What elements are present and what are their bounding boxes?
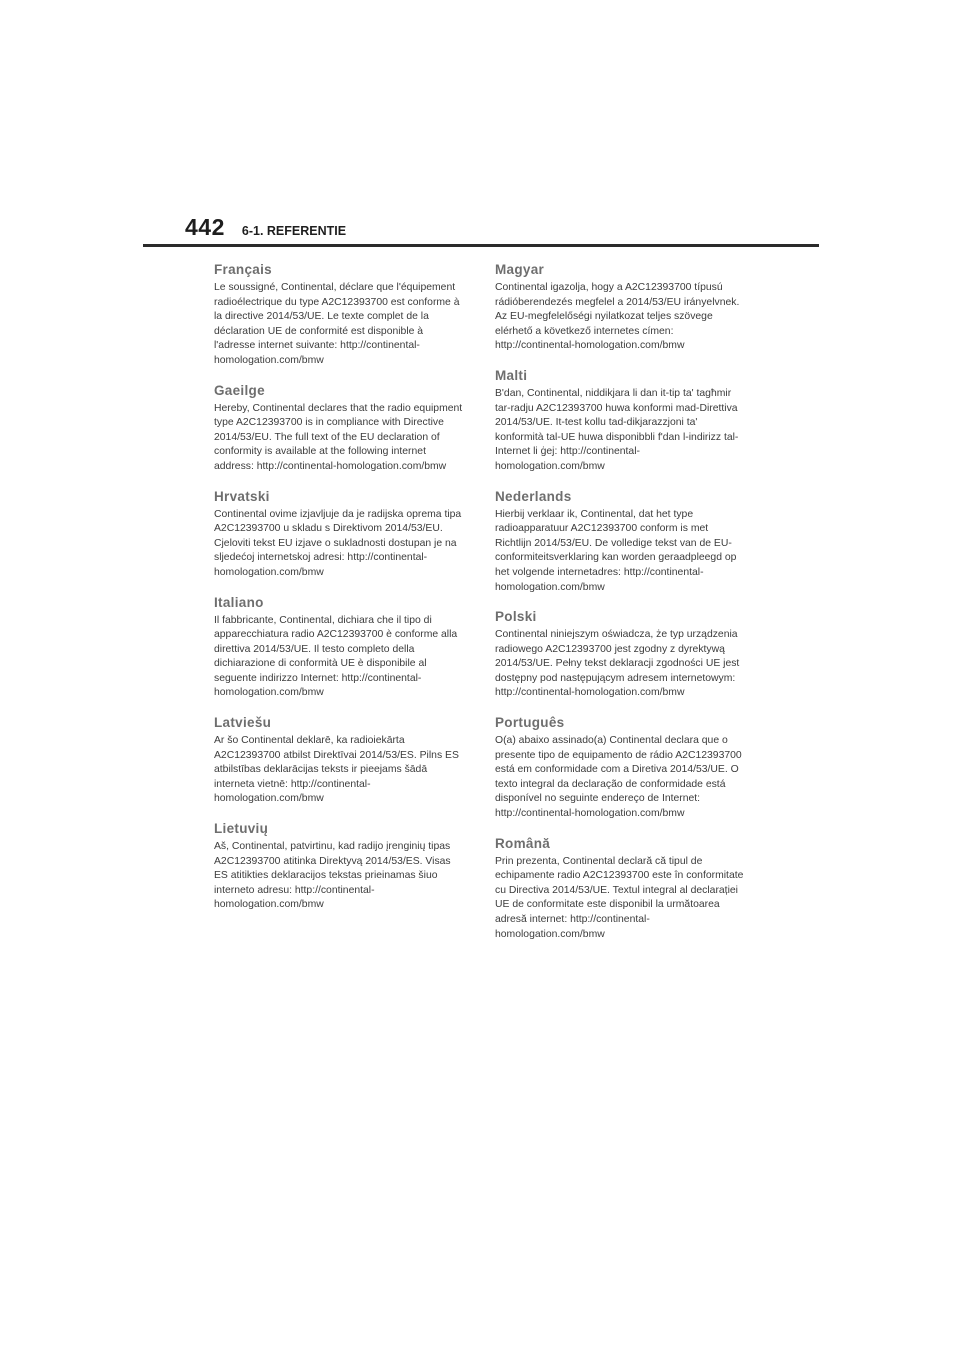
section-heading: Nederlands [495,488,572,504]
section-heading: Hrvatski [214,488,270,504]
section-body: Il fabbricante, Continental, dichiara che il tipo di apparecchiatura radio A2C12393700 è conforme alla direttiva 2014/53/UE. Il testo completo della dichiarazione di conformità UE è disponibile al seguente indirizzo Internet: http://continental-homologation.com/bmw [214,614,458,699]
chapter-title: 6-1. REFERENTIE [241,224,347,238]
language-section-magyar [495,262,745,354]
language-section-portugues [495,715,745,822]
language-section-italiano [214,595,464,702]
left-column [214,262,464,927]
section-heading: Magyar [495,262,545,277]
section-body: B'dan, Continental, niddikjara li dan it-tip ta' tagħmir tar-radju A2C12393700 huwa konformi mad-Direttiva 2014/53/UE. It-test kollu tad-dikjarazzjoni ta' konformità tal-UE huwa disponibbli f'dan l-indirizz tal-Internet li ġej: http://continental-homologation.com/bmw [495,387,739,472]
language-section-hrvatski [214,489,464,581]
section-heading: Lietuvių [214,821,269,837]
section-heading: Malti [495,367,528,383]
language-section-francais [214,262,464,369]
language-section-lietuviu [214,821,464,913]
section-heading: Polski [495,609,537,625]
section-body: Prin prezenta, Continental declară că tipul de echipamente radio A2C12393700 este în conformitate cu Directiva 2014/53/UE. Textul integral al declarației UE de conformitate este disponibil la următoarea adresă internet: http://continental-homologation.com/bmw [495,855,744,940]
section-heading: Português [495,715,565,731]
section-body: Continental igazolja, hogy a A2C12393700 típusú rádióberendezés megfelel a 2014/53/EU irányelvnek. Az EU-megfelelőségi nyilatkozat teljes szövege elérhető a következő internetes címen: http://continental-homologation.com/bmw [495,282,740,352]
language-section-malti [495,368,745,475]
page-number: 442 [185,214,225,240]
section-heading: Italiano [214,594,264,610]
section-body: Hereby, Continental declares that the radio equipment type A2C12393700 is in compliance with Directive 2014/53/EU. The full text of the EU declaration of conformity is available at the following internet address: http://continental-homologation.com/bmw [214,402,463,472]
section-body: Hierbij verklaar ik, Continental, dat het type radioapparatuur A2C12393700 conform is met Richtlijn 2014/53/EU. De volledige tekst van de EU-conformiteitsverklaring kan worden geraadpleegd op het volgende internetadres: http://continental-homologation.com/bmw [495,508,737,593]
section-body: O(a) abaixo assinado(a) Continental declara que o presente tipo de equipamento de rádio A2C12393700 está em conformidade com a Diretiva 2014/53/UE. O texto integral da declaração de conformidade está disponível no seguinte endereço de Internet: http://continental-homologation.com/bmw [495,735,742,820]
section-body: Aš, Continental, patvirtinu, kad radijo įrenginių tipas A2C12393700 atitinka Direktyvą 2014/53/ES. Visas ES atitikties deklaracijos tekstas prieinamas šiuo interneto adresu: http://continental-homologation.com/bmw [214,841,451,911]
language-section-nederlands [495,489,745,596]
language-section-polski [495,609,745,701]
language-section-latviesu [214,715,464,807]
section-heading: Gaeilge [214,382,265,398]
section-body: Continental ovime izjavljuje da je radijska oprema tipa A2C12393700 u skladu s Direktivom 2014/53/EU. Cjeloviti tekst EU izjave o sukladnosti dostupan je na sljedećoj internetskoj adresi: http://continental-homologation.com/bmw [214,508,462,578]
section-heading: Français [214,262,272,277]
section-body: Continental niniejszym oświadcza, że typ urządzenia radiowego A2C12393700 jest zgodny z dyrektywą 2014/53/UE. Pełny tekst deklaracji zgodności UE jest dostępny pod następującym adresem internetowym: http://continental-homologation.com/bmw [495,629,740,699]
right-column [495,262,745,956]
section-body: Ar šo Continental deklarē, ka radioiekārta A2C12393700 atbilst Direktīvai 2014/53/ES. Pilns ES atbilstības deklarācijas teksts ir pieejams šādā interneta vietnē: http://continental-homologation.com/bmw [214,735,459,805]
header-rule [143,244,819,247]
language-section-gaeilge [214,383,464,475]
language-section-romana [495,836,745,943]
page-header [185,214,346,244]
section-heading: Română [495,835,551,851]
section-body: Le soussigné, Continental, déclare que l'équipement radioélectrique du type A2C12393700 est conforme à la directive 2014/53/UE. Le texte complet de la déclaration UE de conformité est disponible à l'adresse internet suivante: http://continental-homologation.com/bmw [214,282,460,366]
section-heading: Latviešu [214,715,272,731]
